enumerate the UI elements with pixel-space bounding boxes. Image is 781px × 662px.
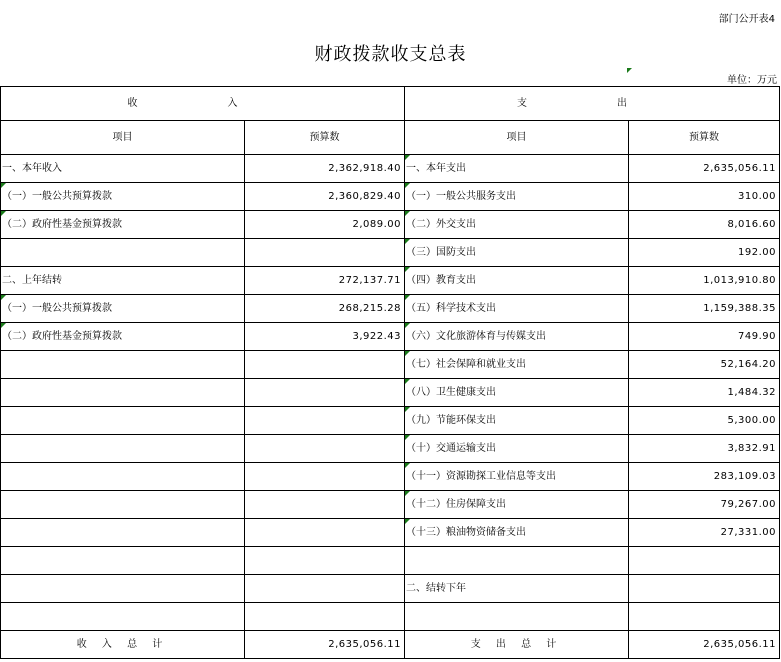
- section-header-row: [1, 87, 780, 121]
- income-item-cell: [1, 379, 245, 407]
- income-amount-cell: [245, 379, 405, 407]
- cell-marker-icon: [1, 183, 6, 188]
- expense-item-cell-text: （八）卫生健康支出: [406, 386, 496, 398]
- cell-marker-icon: [405, 351, 410, 356]
- expense-item-cell-text: （三）国防支出: [406, 246, 476, 258]
- expense-item-cell-text: （五）科学技术支出: [406, 302, 496, 314]
- expense-item-cell: [405, 575, 629, 603]
- income-amount-cell: [245, 407, 405, 435]
- expense-amount-cell: [629, 295, 780, 323]
- expense-amount-cell: [629, 323, 780, 351]
- income-amount-cell: [245, 547, 405, 575]
- expense-item-cell: [405, 267, 629, 295]
- expense-amount-cell: [629, 575, 780, 603]
- income-item-cell: [1, 295, 245, 323]
- table-row: [1, 575, 780, 603]
- expense-item-cell: [405, 407, 629, 435]
- budget-summary-table: [0, 86, 780, 659]
- expense-item-cell-text: （十三）粮油物资储备支出: [406, 526, 526, 538]
- expense-budget-header: 预算数: [629, 121, 780, 155]
- expense-amount-cell-text: 2,635,056.11: [703, 162, 776, 174]
- income-item-cell: [1, 183, 245, 211]
- expense-amount-cell: [629, 211, 780, 239]
- expense-item-cell: [405, 435, 629, 463]
- table-row: [1, 323, 780, 351]
- income-amount-cell: [245, 435, 405, 463]
- income-amount-cell: [245, 183, 405, 211]
- table-row: [1, 155, 780, 183]
- income-item-cell: [1, 547, 245, 575]
- income-amount-cell: [245, 491, 405, 519]
- expense-amount-cell-text: 310.00: [738, 190, 776, 202]
- expense-item-cell: [405, 295, 629, 323]
- expense-amount-cell: [629, 155, 780, 183]
- table-row: [1, 463, 780, 491]
- expense-amount-cell: [629, 491, 780, 519]
- expense-total-amount: 2,635,056.11: [629, 631, 780, 659]
- income-item-cell: [1, 407, 245, 435]
- income-item-cell: [1, 435, 245, 463]
- expense-amount-cell-text: 749.90: [738, 330, 776, 342]
- income-budget-header: 预算数: [245, 121, 405, 155]
- expense-amount-cell: [629, 407, 780, 435]
- expense-item-header: 项目: [405, 121, 629, 155]
- cell-marker-icon: [405, 295, 410, 300]
- expense-item-cell: [405, 239, 629, 267]
- expense-amount-cell: [629, 379, 780, 407]
- expense-amount-cell-text: 3,832.91: [727, 442, 776, 454]
- column-header-row: [1, 121, 780, 155]
- table-row: [1, 351, 780, 379]
- expense-item-cell-text: （十一）资源勘探工业信息等支出: [406, 470, 556, 482]
- table-row: [1, 239, 780, 267]
- income-amount-cell: [245, 155, 405, 183]
- table-row: [1, 491, 780, 519]
- expense-amount-cell: [629, 603, 780, 631]
- expense-total-label: 支 出 总 计: [405, 631, 629, 659]
- income-amount-cell: [245, 323, 405, 351]
- expense-item-cell-text: （四）教育支出: [406, 274, 476, 286]
- expense-amount-cell-text: 8,016.60: [727, 218, 776, 230]
- income-item-cell: [1, 491, 245, 519]
- cell-marker-icon: [405, 155, 410, 160]
- expense-item-cell-text: （六）文化旅游体育与传媒支出: [406, 330, 546, 342]
- income-total-label: 收 入 总 计: [1, 631, 245, 659]
- expense-item-cell-text: （七）社会保障和就业支出: [406, 358, 526, 370]
- expense-amount-cell-text: 1,484.32: [727, 386, 776, 398]
- income-item-cell-text: （二）政府性基金预算拨款: [2, 218, 122, 230]
- table-row: [1, 547, 780, 575]
- income-amount-cell: [245, 463, 405, 491]
- cell-marker-icon: [405, 239, 410, 244]
- page-title: 财政拨款收支总表: [314, 44, 467, 65]
- expense-amount-cell: [629, 239, 780, 267]
- income-item-cell: [1, 155, 245, 183]
- income-item-cell: [1, 519, 245, 547]
- income-amount-cell-text: 2,360,829.40: [328, 190, 401, 202]
- income-item-cell: [1, 239, 245, 267]
- table-row: [1, 295, 780, 323]
- expense-amount-cell-text: 283,109.03: [713, 470, 776, 482]
- expense-amount-cell-text: 27,331.00: [720, 526, 776, 538]
- expense-amount-cell-text: 192.00: [738, 246, 776, 258]
- expense-amount-cell: [629, 435, 780, 463]
- expense-item-cell-text: （十）交通运输支出: [406, 442, 496, 454]
- income-item-cell-text: 二、上年结转: [2, 274, 62, 286]
- income-item-cell: [1, 211, 245, 239]
- expense-item-cell: [405, 603, 629, 631]
- table-row: [1, 519, 780, 547]
- unit-label: 单位：万元: [727, 75, 777, 86]
- cell-marker-icon: [405, 519, 410, 524]
- expense-item-cell-text: 二、结转下年: [406, 582, 466, 594]
- income-item-cell-text: 一、本年收入: [2, 162, 62, 174]
- expense-item-cell-text: （一）一般公共服务支出: [406, 190, 516, 202]
- cell-marker-icon: [405, 211, 410, 216]
- income-item-cell: [1, 463, 245, 491]
- expense-item-cell-text: （二）外交支出: [406, 218, 476, 230]
- cell-marker-icon: [405, 491, 410, 496]
- expense-amount-cell-text: 52,164.20: [720, 358, 776, 370]
- income-amount-cell-text: 268,215.28: [338, 302, 401, 314]
- cell-marker-icon: [627, 68, 632, 73]
- income-item-cell: [1, 323, 245, 351]
- income-amount-cell-text: 2,362,918.40: [328, 162, 401, 174]
- income-item-cell: [1, 267, 245, 295]
- income-item-cell-text: （一）一般公共预算拨款: [2, 302, 112, 314]
- income-item-cell: [1, 575, 245, 603]
- expense-amount-cell: [629, 183, 780, 211]
- cell-marker-icon: [405, 435, 410, 440]
- table-row: [1, 407, 780, 435]
- income-amount-cell-text: 272,137.71: [338, 274, 401, 286]
- cell-marker-icon: [405, 323, 410, 328]
- income-amount-cell-text: 3,922.43: [352, 330, 401, 342]
- income-total-amount: 2,635,056.11: [245, 631, 405, 659]
- expense-section-header: 支 出: [405, 87, 780, 121]
- expense-item-cell-text: （十二）住房保障支出: [406, 498, 506, 510]
- expense-item-cell: [405, 323, 629, 351]
- table-row: [1, 267, 780, 295]
- expense-item-cell: [405, 491, 629, 519]
- expense-amount-cell-text: 79,267.00: [720, 498, 776, 510]
- income-amount-cell: [245, 295, 405, 323]
- expense-item-cell: [405, 463, 629, 491]
- income-item-cell: [1, 603, 245, 631]
- income-amount-cell: [245, 519, 405, 547]
- income-amount-cell: [245, 267, 405, 295]
- income-amount-cell: [245, 603, 405, 631]
- cell-marker-icon: [405, 267, 410, 272]
- expense-amount-cell: [629, 267, 780, 295]
- expense-item-cell: [405, 183, 629, 211]
- table-row: [1, 435, 780, 463]
- cell-marker-icon: [405, 407, 410, 412]
- cell-marker-icon: [1, 211, 6, 216]
- income-item-cell-text: （二）政府性基金预算拨款: [2, 330, 122, 342]
- expense-item-cell: [405, 351, 629, 379]
- expense-item-cell: [405, 519, 629, 547]
- expense-item-cell-text: （九）节能环保支出: [406, 414, 496, 426]
- expense-item-cell: [405, 379, 629, 407]
- expense-amount-cell: [629, 519, 780, 547]
- expense-item-cell: [405, 155, 629, 183]
- income-item-cell: [1, 351, 245, 379]
- expense-amount-cell-text: 5,300.00: [727, 414, 776, 426]
- document-code: 部门公开表4: [718, 14, 775, 25]
- cell-marker-icon: [405, 463, 410, 468]
- income-amount-cell: [245, 351, 405, 379]
- income-amount-cell-text: 2,089.00: [352, 218, 401, 230]
- expense-amount-cell: [629, 463, 780, 491]
- income-amount-cell: [245, 211, 405, 239]
- expense-amount-cell: [629, 351, 780, 379]
- table-row: [1, 183, 780, 211]
- cell-marker-icon: [405, 183, 410, 188]
- table-row: [1, 211, 780, 239]
- expense-item-cell-text: 一、本年支出: [406, 162, 466, 174]
- cell-marker-icon: [405, 379, 410, 384]
- expense-amount-cell: [629, 547, 780, 575]
- cell-marker-icon: [1, 295, 6, 300]
- expense-amount-cell-text: 1,159,388.35: [703, 302, 776, 314]
- table-row: [1, 603, 780, 631]
- expense-item-cell: [405, 211, 629, 239]
- expense-item-cell: [405, 547, 629, 575]
- expense-amount-cell-text: 1,013,910.80: [703, 274, 776, 286]
- income-item-cell-text: （一）一般公共预算拨款: [2, 190, 112, 202]
- totals-row: [1, 631, 780, 659]
- table-row: [1, 379, 780, 407]
- income-amount-cell: [245, 575, 405, 603]
- income-section-header: 收 入: [1, 87, 405, 121]
- income-amount-cell: [245, 239, 405, 267]
- cell-marker-icon: [1, 323, 6, 328]
- income-item-header: 项目: [1, 121, 245, 155]
